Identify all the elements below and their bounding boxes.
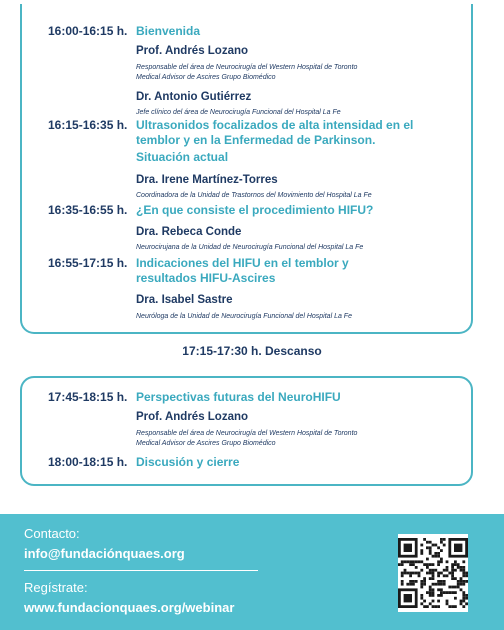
title-line: Ultrasonidos focalizados de alta intensidad en el: [136, 118, 414, 132]
session-title: Bienvenida: [136, 24, 201, 38]
session-time: 16:55-17:15 h.: [48, 256, 128, 270]
speaker-name: Dr. Antonio Gutiérrez: [136, 91, 252, 103]
session-title: Perspectivas futuras del NeuroHIFU: [136, 390, 341, 404]
affiliation-line: Responsable del área de Neurocirugía del Western Hospital de Toronto: [136, 430, 358, 437]
title-line: Situación actual: [136, 150, 229, 164]
contact-label: Contacto:: [24, 526, 80, 541]
speaker-name: Dra. Isabel Sastre: [136, 294, 233, 306]
session-title: ¿En que consiste el procedimiento HIFU?: [136, 203, 374, 217]
speaker-affiliation: [136, 63, 453, 83]
session-time: 17:45-18:15 h.: [48, 390, 128, 404]
speaker-affiliation: [136, 243, 453, 253]
speaker-affiliation: [136, 429, 453, 449]
program-card-1: [20, 4, 473, 334]
speaker-affiliation: [136, 108, 453, 118]
session-time: 16:00-16:15 h.: [48, 24, 128, 38]
speaker-name: Dra. Irene Martínez-Torres: [136, 174, 278, 186]
speaker-affiliation: [136, 312, 453, 322]
session-time: 18:00-18:15 h.: [48, 455, 128, 469]
speaker-name: Prof. Andrés Lozano: [136, 45, 249, 57]
qr-code-icon[interactable]: [398, 534, 468, 612]
contact-footer: [0, 514, 504, 630]
session-title: [136, 256, 463, 286]
contact-email-link[interactable]: info@fundaciónquaes.org: [24, 546, 185, 561]
program-card-2: [20, 376, 473, 486]
affiliation-line: Neuróloga de la Unidad de Neurocirugía Funcional del Hospital La Fe: [136, 313, 352, 320]
register-url-link[interactable]: www.fundacionquaes.org/webinar: [24, 600, 235, 615]
affiliation-line: Medical Advisor de Ascires Grupo Biomédico: [136, 440, 276, 447]
footer-divider: [24, 570, 258, 571]
affiliation-line: Responsable del área de Neurocirugía del Western Hospital de Toronto: [136, 64, 358, 71]
affiliation-line: Medical Advisor de Ascires Grupo Biomédico: [136, 74, 276, 81]
session-title: Discusión y cierre: [136, 455, 240, 469]
speaker-name: Dra. Rebeca Conde: [136, 226, 242, 238]
session-time: 16:35-16:55 h.: [48, 203, 128, 217]
speaker-affiliation: [136, 191, 453, 201]
affiliation-line: Coordinadora de la Unidad de Trastornos del Movimiento del Hospital La Fe: [136, 192, 372, 199]
session-time: 16:15-16:35 h.: [48, 118, 128, 132]
session-title: [136, 118, 463, 165]
title-line: temblor y en la Enfermedad de Parkinson.: [136, 133, 376, 147]
affiliation-line: Jefe clínico del área de Neurocirugía Funcional del Hospital La Fe: [136, 109, 341, 116]
title-line: Indicaciones del HIFU en el temblor y: [136, 256, 349, 270]
speaker-name: Prof. Andrés Lozano: [136, 411, 249, 423]
title-line: resultados HIFU-Ascires: [136, 271, 276, 285]
affiliation-line: Neurocirujana de la Unidad de Neurocirugía Funcional del Hospital La Fe: [136, 244, 364, 251]
register-label: Regístrate:: [24, 580, 88, 595]
break-time: 17:15-17:30 h. Descanso: [182, 344, 322, 358]
